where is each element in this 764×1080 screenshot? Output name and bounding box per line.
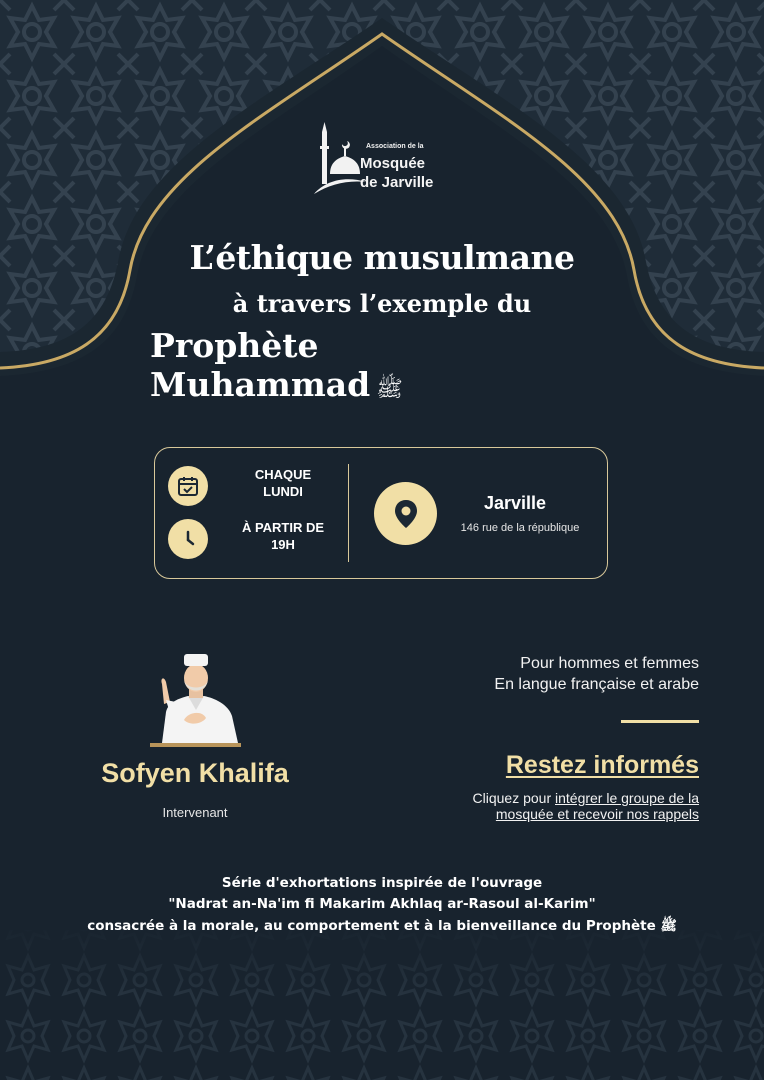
day-line1: CHAQUE [254,467,312,482]
day-label [222,466,344,500]
location-pin-icon [374,482,437,545]
join-prefix: Cliquez pour [472,790,555,806]
audience-line1: Pour hommes et femmes [520,655,699,672]
time-label [222,519,344,553]
time-line2: 19H [271,537,295,552]
time-line1: À PARTIR DE [241,520,325,535]
title-line3-text: Prophète Muhammad [150,326,371,404]
join-group-link-part1[interactable]: intégrer le groupe de la [555,790,699,806]
logo-name [360,154,460,192]
speaker-name: Sofyen Khalifa [101,758,289,788]
speaker-role: Intervenant [162,805,228,820]
logo-line2: de Jarville [360,174,434,191]
audience-line2: En langue française et arabe [494,676,699,693]
title-line3 [150,326,570,407]
join-group-link-part2[interactable]: mosquée et recevoir nos rappels [495,806,699,822]
title-line2: à travers l’exemple du [232,289,532,318]
stay-informed-link[interactable]: Restez informés [505,751,699,779]
gold-divider [621,720,699,723]
join-group-text [400,790,699,822]
title-line1: L’éthique musulmane [189,238,575,277]
location-city: Jarville [483,493,547,513]
day-line2: LUNDI [263,484,303,499]
speaker-avatar [148,650,243,750]
honorific-glyph: ﷺ [376,377,403,402]
description-line1: Série d'exhortations inspirée de l'ouvrage [221,875,543,891]
description-line3: consacrée à la morale, au comportement et à la bienveillance du Prophète ﷺ [87,918,677,934]
description-line2: "Nadrat an-Na'im fi Makarim Akhlaq ar-Rasoul al-Karim" [168,896,596,912]
logo-line1: Mosquée [360,155,426,172]
info-divider [348,464,349,562]
location-address: 146 rue de la république [460,522,580,534]
logo-association-label: Association de la [366,143,424,150]
clock-icon [168,519,208,559]
calendar-icon [168,466,208,506]
